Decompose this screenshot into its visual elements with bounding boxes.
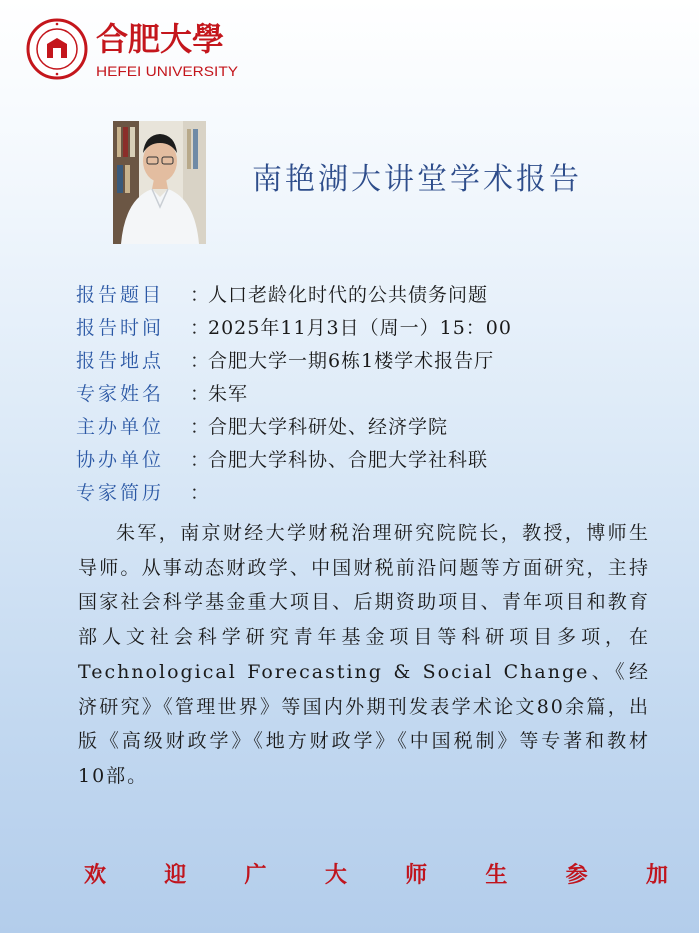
speaker-photo (113, 121, 206, 244)
welcome-char: 欢 (83, 862, 106, 888)
info-row-speaker (76, 378, 676, 411)
info-row-host (76, 411, 676, 444)
welcome-banner (76, 858, 676, 894)
info-row-topic (76, 279, 676, 312)
info-value: 朱军 (208, 383, 249, 405)
svg-text:HEFEI UNIVERSITY: HEFEI UNIVERSITY (96, 63, 239, 79)
report-info (76, 279, 676, 510)
info-separator: ： (190, 383, 210, 405)
report-title: 南艳湖大讲堂学术报告 (252, 162, 582, 197)
info-value: 2025年11月3日（周一）15：00 (208, 317, 512, 339)
info-row-time (76, 312, 676, 345)
speaker-bio: 朱军，南京财经大学财税治理研究院院长，教授，博师生导师。从事动态财政学、中国财税前沿问题等方面研究，主持国家社会科学基金重大项目、后期资助项目、青年项目和教育部人文社会科学研究青年基金项目等科研项目多项，在Technological Forecasting & Social Change、《经济研究》《管理世界》等国内外期刊发表学术论文80余篇，出版《高级财政学》《地方财政学》《中国税制》等专著和教材10部。 (78, 522, 650, 787)
info-value: 人口老龄化时代的公共债务问题 (208, 284, 489, 306)
welcome-char: 大 (324, 862, 347, 888)
info-label: 报告题目 (76, 284, 165, 306)
info-value: 合肥大学一期6栋1楼学术报告厅 (208, 350, 495, 372)
info-label: 报告地点 (76, 350, 165, 372)
info-row-location (76, 345, 676, 378)
info-value: 合肥大学科研处、经济学院 (208, 416, 449, 438)
info-separator: ： (190, 317, 210, 339)
info-separator: ： (190, 350, 210, 372)
info-label: 主办单位 (76, 416, 165, 438)
welcome-char: 广 (244, 862, 267, 888)
university-name-en (96, 62, 240, 80)
university-seal-icon (26, 18, 88, 80)
info-separator: ： (190, 482, 210, 504)
welcome-char: 加 (645, 862, 668, 888)
svg-text:合肥大學: 合肥大學 (96, 20, 225, 58)
info-separator: ： (190, 449, 210, 471)
info-separator: ： (190, 416, 210, 438)
info-label: 协办单位 (76, 449, 165, 471)
info-label: 报告时间 (76, 317, 165, 339)
welcome-char: 师 (405, 862, 428, 888)
welcome-char: 迎 (164, 862, 187, 888)
welcome-char: 参 (565, 862, 588, 888)
welcome-char: 生 (485, 862, 508, 888)
info-row-cohost (76, 444, 676, 477)
university-name-cn (96, 20, 240, 58)
university-logo (26, 18, 240, 84)
info-label: 专家姓名 (76, 383, 165, 405)
info-label: 专家简历 (76, 482, 165, 504)
info-row-bio-heading (76, 477, 676, 510)
info-separator: ： (190, 284, 210, 306)
info-value: 合肥大学科协、合肥大学社科联 (208, 449, 489, 471)
